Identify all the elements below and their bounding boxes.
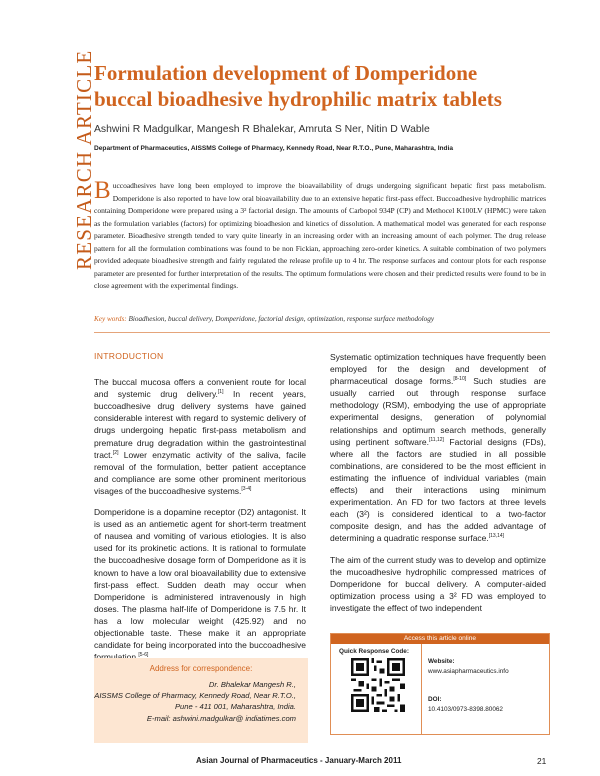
- intro-p1-text-b: In recent years, buccoadhesive drug delivery systems have gained considerable interest with regard to systemic delivery of drugs undergoing hepatic first-pass metabolism and premature drug degradation within the gastrointestinal tract.: [94, 389, 306, 460]
- doi-label: DOI:: [428, 696, 442, 703]
- article-title: [94, 60, 564, 112]
- intro-paragraph-2: [94, 506, 306, 663]
- website-link[interactable]: www.asiapharmaceutics.info: [428, 668, 509, 675]
- right-paragraph-1: [330, 351, 546, 545]
- correspondence-address-1: AISSMS College of Pharmacy, Kennedy Road, Near R.T.O.,: [94, 691, 296, 700]
- abstract-dropcap: B: [94, 177, 111, 204]
- right-column: [330, 351, 546, 623]
- correspondence-address-2: Pune - 411 001, Maharashtra, India.: [174, 702, 296, 711]
- authors: Ashwini R Madgulkar, Mangesh R Bhalekar, Amruta S Ner, Nitin D Wable: [94, 124, 430, 135]
- footer-journal: Asian Journal of Pharmaceutics - January-March 2011: [196, 756, 402, 765]
- section-divider: [94, 332, 550, 333]
- access-online-box: [330, 633, 550, 735]
- qr-code-icon[interactable]: [351, 658, 405, 712]
- access-divider: [421, 644, 422, 734]
- title-line-2: buccal bioadhesive hydrophilic matrix tablets: [94, 87, 502, 111]
- citation[interactable]: [1]: [217, 389, 224, 396]
- keywords: [94, 315, 434, 323]
- page-number: 21: [537, 756, 547, 766]
- correspondence-title: Address for correspondence:: [149, 664, 253, 673]
- doi-link[interactable]: 10.4103/0973-8398.80062: [428, 706, 503, 713]
- citation[interactable]: [8-10]: [453, 376, 467, 383]
- department: Department of Pharmaceutics, AISSMS College of Pharmacy, Kennedy Road, Near R.T.O., Pune, Maharashtra, India: [94, 145, 454, 152]
- intro-paragraph-1: [94, 376, 306, 497]
- left-column: [94, 350, 306, 672]
- correspondence-email[interactable]: E-mail: ashwini.madgulkar@ indiatimes.com: [146, 714, 296, 723]
- keywords-text: Bioadhesion, buccal delivery, Domperidone, factorial design, optimization, response surface methodology: [128, 315, 435, 323]
- section-label: [44, 49, 96, 270]
- correspondence-name: Dr. Bhalekar Mangesh R.,: [208, 680, 296, 689]
- access-header: Access this article online: [331, 634, 549, 644]
- citation[interactable]: [13,14]: [488, 533, 505, 540]
- right-p1-text-c: Factorial designs (FDs), where all the factors are studied in all possible combinations, are considered to be the most efficient in estimating the influence of individual variables (main effects) and their interactions using minimum experimentation. An FD for two factors at three levels each (3²) is considered identical to a two-factor composite design, and has the added advantage of determining a quadratic response surface.: [330, 436, 546, 544]
- introduction-heading: INTRODUCTION: [94, 351, 164, 361]
- qr-label: Quick Response Code:: [339, 648, 409, 655]
- abstract-text: uccoadhesives have long been employed to improve the bioavailability of drugs undergoing significant hepatic first pass metabolism. Domperidone is also reported to have low oral bioavailability due to an extensive hepatic first-pass effect. Buccoadhesive hydrophilic matrices containing Domperidone were prepared using a 3² factorial design. The amounts of Carbopol 934P (CP) and Methocel K100LV (HPMC) were taken as the formulation variables (factors) for optimizing bioadhesion and kinetics of dissolution. A mathematical model was generated for each response parameter. Bioadhesive strength tended to vary quite linearly in an increasing order with an increasing amount of each polymer. The drug release pattern for all the formulation combinations was found to be non Fickian, approaching zero-order kinetics. A suitable combination of two polymers provided adequate bioadhesive strength and fairly regulated the release profile up to 4 hr. The response surfaces and contour plots for each response parameter are presented for further interpretation of the results. The optimum formulations were chosen and their predicted results were found to be in close agreement with the experimental findings.: [94, 181, 546, 290]
- intro-p2-text: Domperidone is a dopamine receptor (D2) antagonist. It is used as an antiemetic agent for short-term treatment of nausea and vomiting of various etiologies. It is also used for its prokinetic actions. It is rational to formulate the buccoadhesive dosage form of Domperidone as it is known to have a low oral bioavailability due to extensive first-pass effect. Sudden death may occur when Domperidone is administered intravenously in high doses. The plasma half-life of Domperidone is 7.5 hr. It has a low molecular weight (425.92) and no objectionable taste. These make it an appropriate candidate for being incorporated into the buccoadhesive: [94, 507, 306, 651]
- correspondence-box: [94, 658, 308, 743]
- right-p1-text-a: Systematic optimization techniques have frequently been employed for the design and development of pharmaceutical dosage forms.: [330, 352, 546, 387]
- citation[interactable]: [11,12]: [428, 436, 444, 443]
- citation[interactable]: [3-4]: [241, 486, 252, 493]
- citation[interactable]: [5-6]: [138, 652, 149, 659]
- right-p1-text-b: Such studies are usually carried out through response surface methodology (RSM), embodying the use of appropriate experimental designs, generation of polynomial relationships and optimum search methods, generally using pertinent software.: [330, 376, 546, 447]
- keywords-label: Key words:: [94, 315, 127, 323]
- website-label: Website:: [428, 658, 455, 665]
- right-paragraph-2: The aim of the current study was to develop and optimize the mucoadhesive hydrophilic compressed matrices of Domperidone for buccal delivery. A computer-aided optimization process using a 3² FD was employed to investigate the effect of two independent: [330, 554, 546, 613]
- citation[interactable]: [2]: [112, 449, 119, 456]
- intro-p1-text-c: Lower enzymatic activity of the saliva, facile removal of the formulation, better patient acceptance and compliance are some other prominent meritorious visages of the buccoadhesive systems.: [94, 449, 306, 496]
- title-line-1: Formulation development of Domperidone: [94, 61, 478, 85]
- intro-p1-text-a: The buccal mucosa offers a convenient route for local and systemic drug delivery.: [94, 377, 306, 400]
- section-label-text: RESEARCH ARTICLE: [72, 49, 96, 270]
- abstract: [94, 177, 546, 293]
